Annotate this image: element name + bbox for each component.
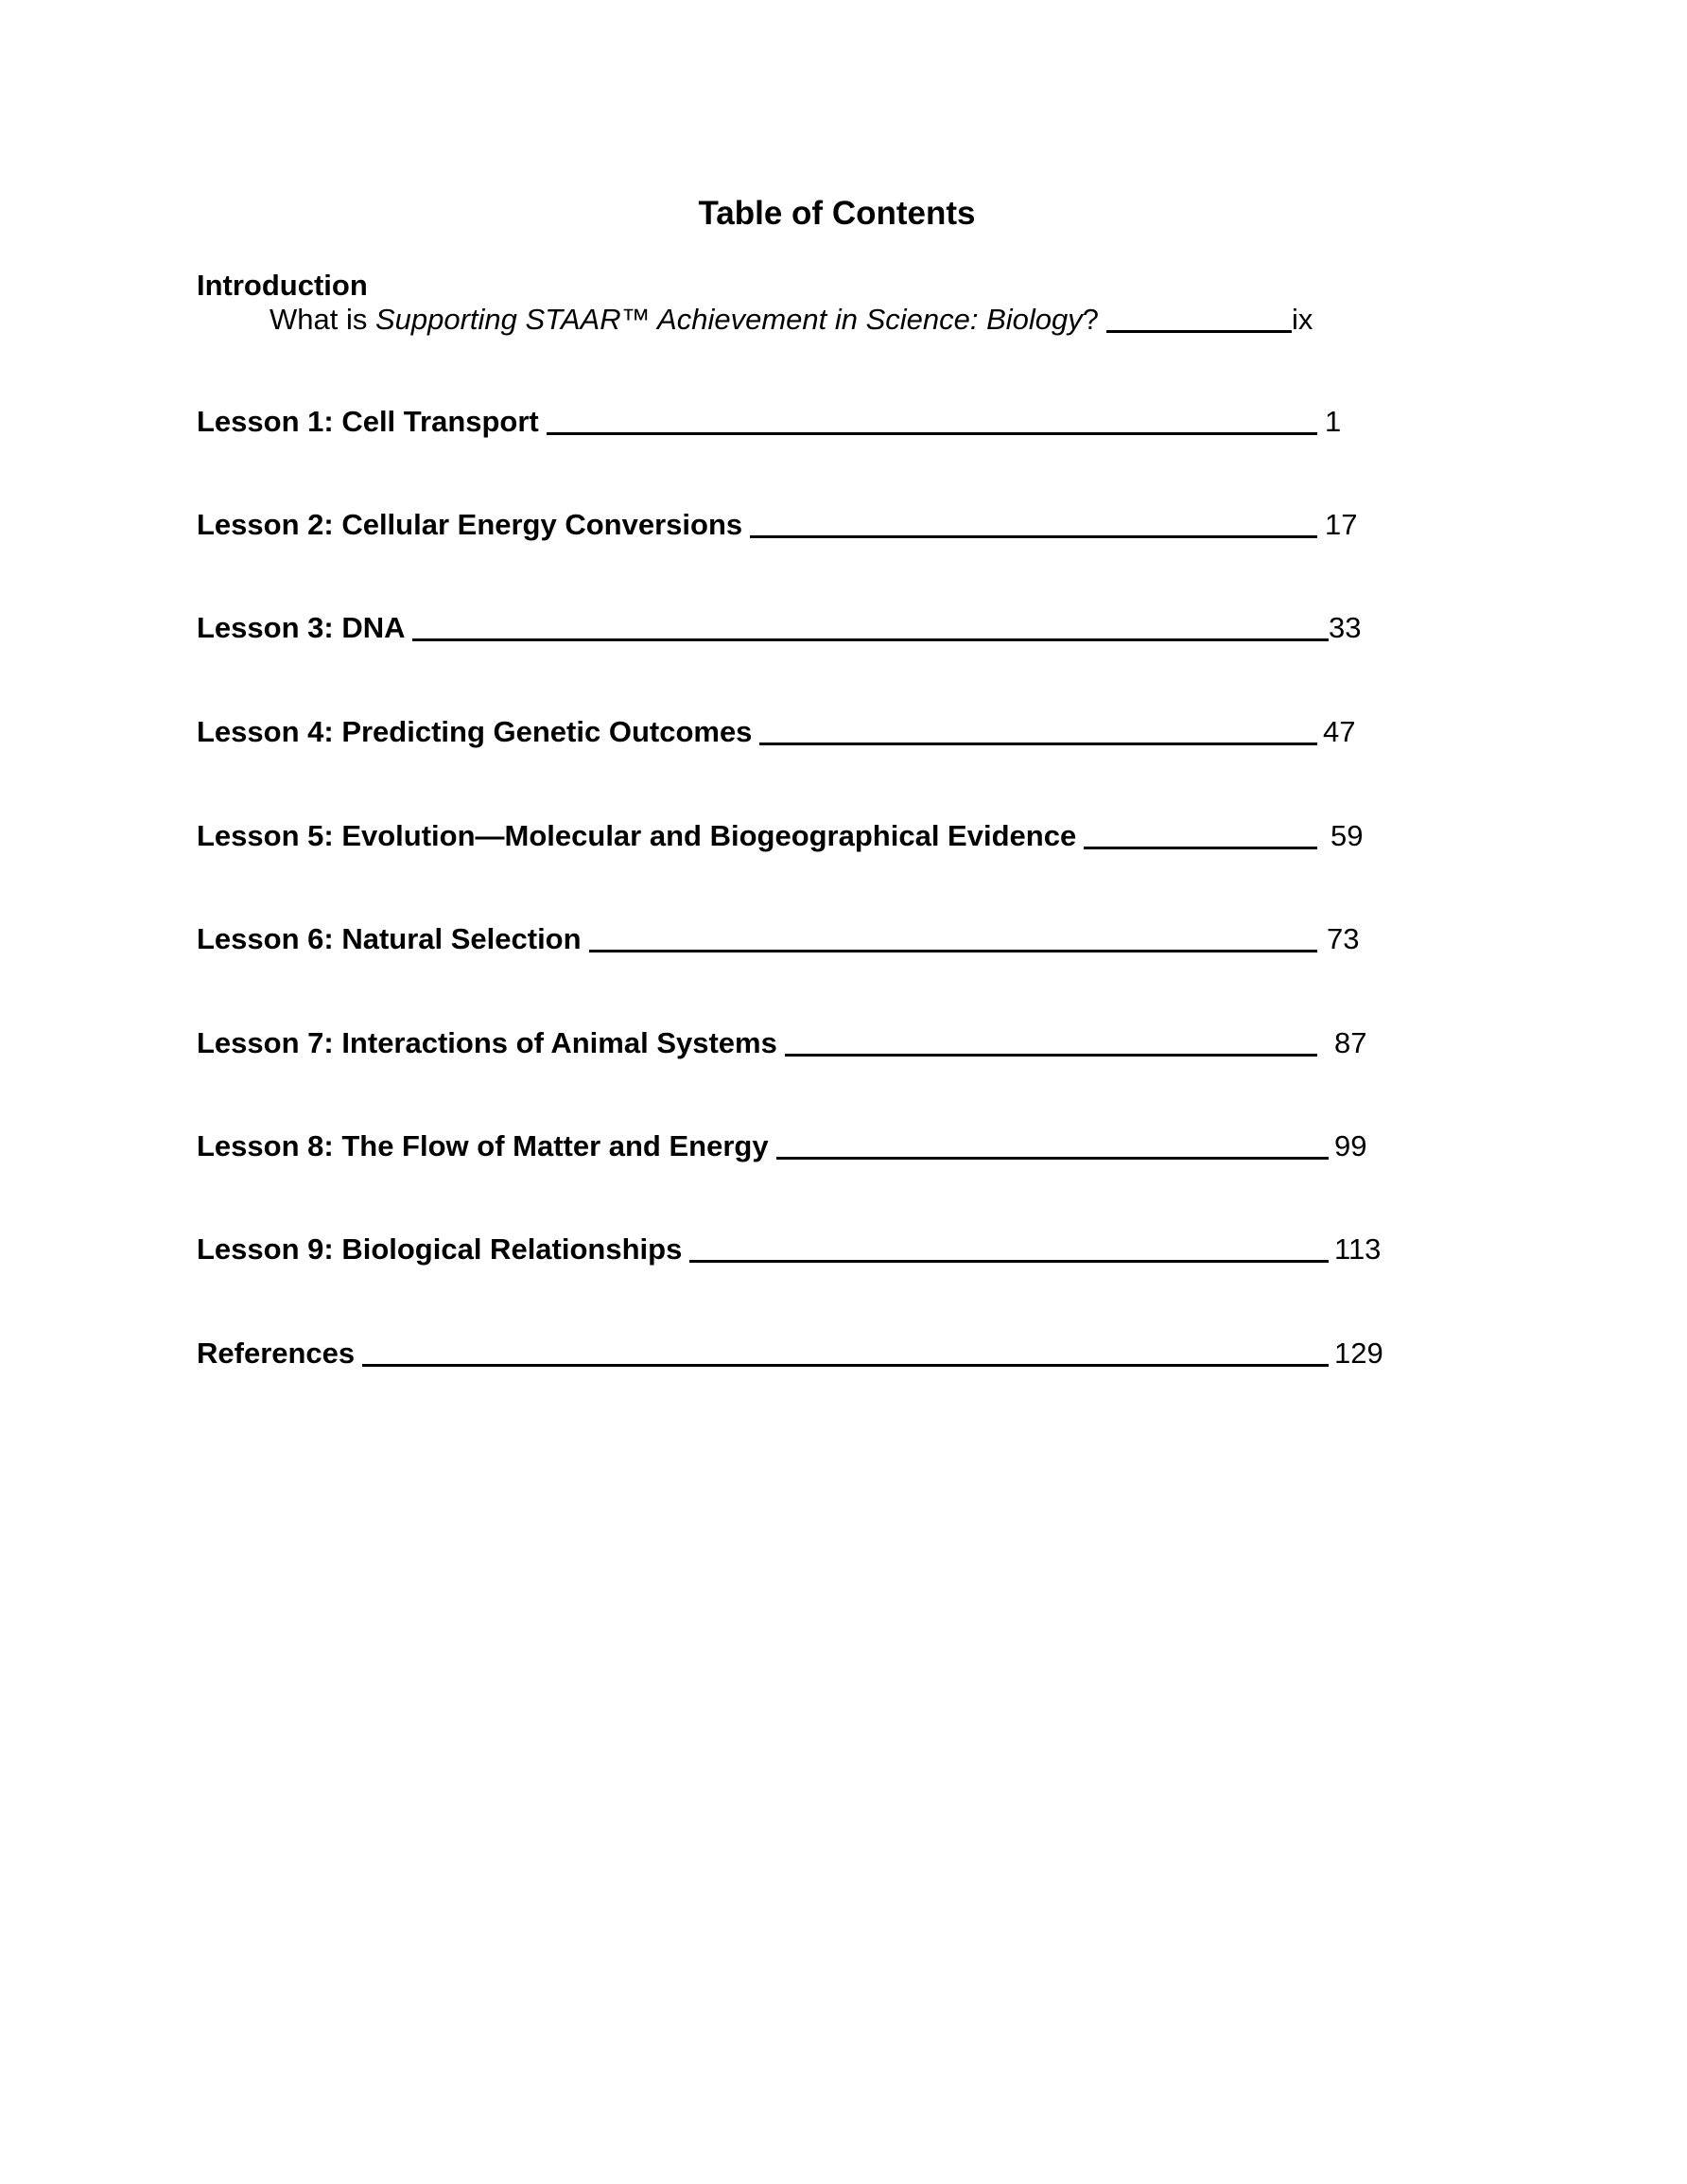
- introduction-heading: Introduction: [197, 269, 368, 302]
- leader-line: [362, 1364, 1329, 1367]
- toc-entry[interactable]: [197, 1232, 1381, 1267]
- toc-entry-label: What is Supporting STAAR™ Achievement in Science: Biology?: [270, 303, 1100, 336]
- toc-page-number: 1: [1325, 405, 1342, 438]
- page-title: Table of Contents: [698, 195, 976, 232]
- toc-entry[interactable]: [197, 819, 1363, 853]
- toc-page-number: 73: [1327, 922, 1360, 955]
- leader-line: [1084, 847, 1317, 849]
- toc-page-number: ix: [1292, 303, 1313, 336]
- toc-page-number: 113: [1334, 1232, 1382, 1266]
- leader-line: [412, 638, 1329, 641]
- toc-page-number: 129: [1334, 1337, 1383, 1370]
- toc-entry[interactable]: [197, 1026, 1366, 1060]
- toc-entry-label: Lesson 7: Interactions of Animal Systems: [197, 1026, 777, 1059]
- toc-entry[interactable]: [197, 1129, 1366, 1163]
- leader-line: [1106, 330, 1292, 333]
- toc-entry-introduction[interactable]: [270, 303, 1313, 337]
- toc-page-number: 59: [1330, 819, 1364, 852]
- toc-page-number: 17: [1325, 508, 1358, 541]
- leader-line: [776, 1157, 1329, 1160]
- toc-entry-label: Lesson 2: Cellular Energy Conversions: [197, 508, 743, 541]
- toc-page-number: 33: [1329, 611, 1362, 644]
- toc-page-number: 99: [1334, 1129, 1367, 1162]
- toc-page-number: 87: [1334, 1026, 1367, 1059]
- toc-entry[interactable]: [197, 1337, 1383, 1371]
- toc-entry[interactable]: [197, 922, 1359, 956]
- toc-entry-label: Lesson 6: Natural Selection: [197, 922, 582, 955]
- toc-entry-label: Lesson 5: Evolution—Molecular and Biogeographical Evidence: [197, 819, 1077, 852]
- toc-entry[interactable]: [197, 405, 1341, 439]
- leader-line: [689, 1260, 1329, 1263]
- leader-line: [785, 1054, 1317, 1057]
- toc-entry-label: Lesson 1: Cell Transport: [197, 405, 539, 438]
- toc-entry-label: Lesson 9: Biological Relationships: [197, 1232, 683, 1266]
- leader-line: [589, 950, 1317, 952]
- toc-entry-label: References: [197, 1337, 356, 1370]
- toc-entry[interactable]: [197, 611, 1361, 645]
- toc-entry[interactable]: [197, 508, 1357, 542]
- toc-entry-label: Lesson 3: DNA: [197, 611, 406, 644]
- toc-entry[interactable]: [197, 715, 1355, 749]
- toc-entry-label: Lesson 4: Predicting Genetic Outcomes: [197, 715, 753, 748]
- leader-line: [750, 535, 1317, 538]
- toc-page-number: 47: [1323, 715, 1356, 748]
- leader-line: [759, 743, 1317, 745]
- toc-entry-label: Lesson 8: The Flow of Matter and Energy: [197, 1129, 769, 1162]
- leader-line: [547, 432, 1317, 435]
